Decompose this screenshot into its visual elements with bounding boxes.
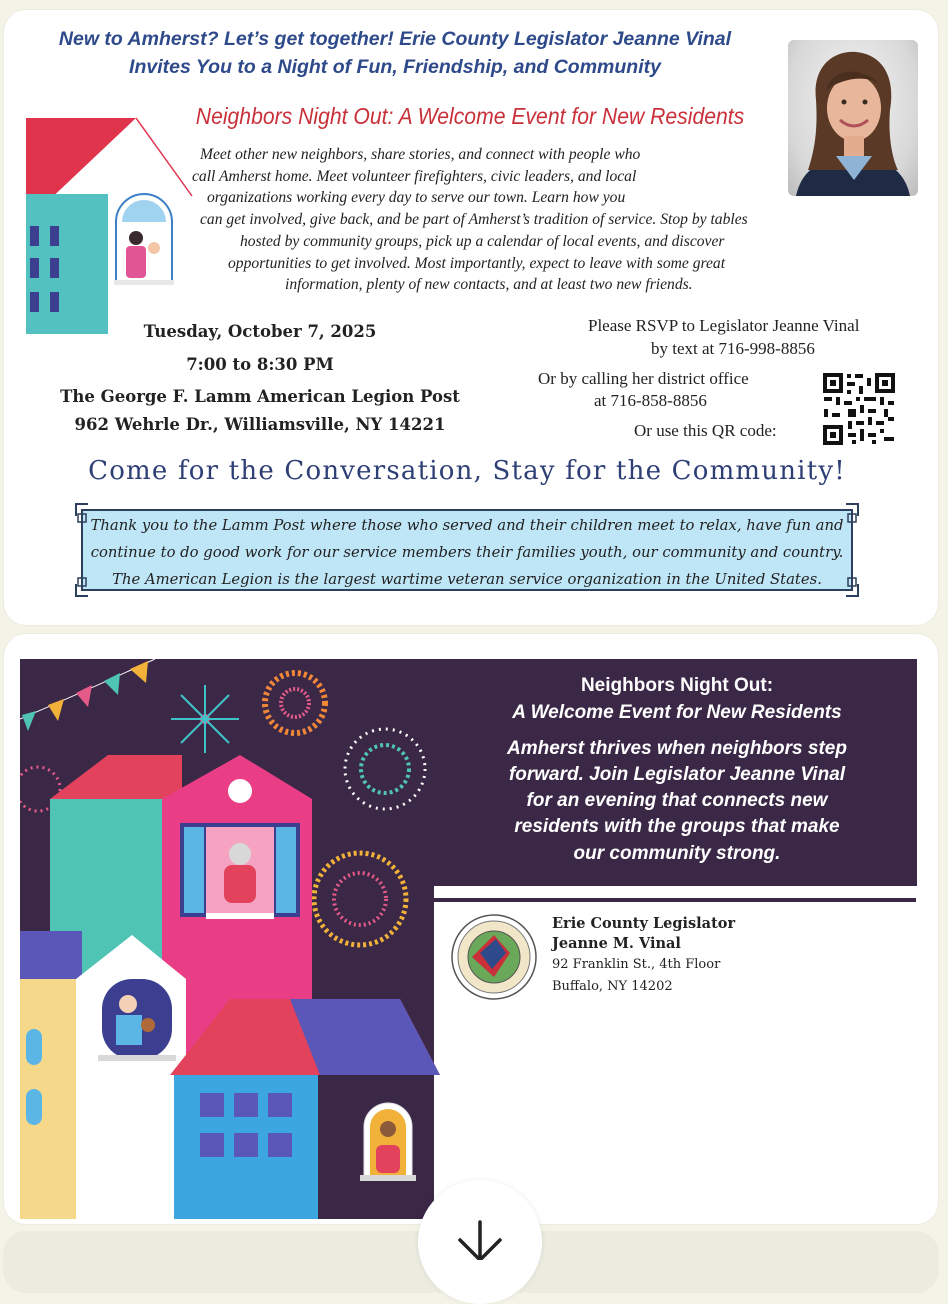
postcard-divider — [434, 898, 916, 902]
postcard-subtitle: A Welcome Event for New Residents — [512, 702, 842, 723]
flyer-header-line-1: New to Amherst? Let’s get together! Erie County Legislator Jeanne Vinal — [58, 28, 732, 50]
rsvp-qr-code[interactable] — [822, 372, 896, 446]
description-line: organizations working every day to serve our town. Learn how you — [207, 189, 626, 207]
flyer-header-line-2: Invites You to a Night of Fun, Friendship, and Community — [129, 56, 661, 78]
postcard-title: Neighbors Night Out: — [580, 675, 774, 696]
sender-title: Erie County Legislator — [552, 915, 736, 932]
description-line: can get involved, give back, and be part of Amherst’s tradition of service. Stop by tables — [200, 211, 748, 229]
postcard-body-line: our community strong. — [573, 843, 781, 864]
thank-you-box — [72, 502, 862, 598]
sender-street: 92 Franklin St., 4th Floor — [552, 957, 721, 972]
postcard-body-line: for an evening that connects new — [526, 790, 828, 811]
rsvp-text-number[interactable]: by text at 716-998-8856 — [651, 339, 815, 358]
legislator-portrait-photo — [788, 40, 918, 196]
event-date: Tuesday, October 7, 2025 — [143, 322, 377, 341]
arrow-down-icon — [418, 1180, 542, 1260]
event-subtitle: Neighbors Night Out: A Welcome Event for New Residents — [195, 103, 745, 129]
neighborhood-illustration — [20, 659, 440, 1219]
description-line: opportunities to get involved. Most importantly, expect to leave with some great — [228, 254, 726, 272]
postcard-body-line: residents with the groups that make — [514, 816, 840, 837]
rsvp-line: Or by calling her district office — [538, 369, 749, 388]
thank-you-line: The American Legion is the largest wartime veteran service organization in the United States. — [112, 571, 822, 588]
postcard-body-line: forward. Join Legislator Jeanne Vinal — [508, 764, 846, 785]
sender-name: Jeanne M. Vinal — [552, 935, 681, 952]
rsvp-line: Please RSVP to Legislator Jeanne Vinal — [588, 316, 860, 335]
description-line: hosted by community groups, pick up a calendar of local events, and discover — [240, 232, 725, 250]
description-line: Meet other new neighbors, share stories, and connect with people who — [200, 146, 641, 163]
house-illustration — [24, 112, 194, 337]
event-tagline: Come for the Conversation, Stay for the Community! — [88, 456, 846, 486]
scroll-down-button[interactable] — [418, 1180, 542, 1304]
event-time: 7:00 to 8:30 PM — [186, 355, 334, 374]
postcard-body-line: Amherst thrives when neighbors step — [507, 738, 847, 759]
event-address: 962 Wehrle Dr., Williamsville, NY 14221 — [74, 415, 446, 434]
thank-you-line: continue to do good work for our service members their families youth, our community and country. — [90, 544, 844, 561]
thank-you-line: Thank you to the Lamm Post where those who served and their children meet to relax, have fun and — [90, 517, 844, 534]
event-venue: The George F. Lamm American Legion Post — [60, 387, 460, 406]
rsvp-line: Or use this QR code: — [634, 421, 777, 440]
sender-city: Buffalo, NY 14202 — [552, 979, 673, 994]
description-line: information, plenty of new contacts, and at least two new friends. — [285, 276, 693, 294]
rsvp-phone-number[interactable]: at 716-858-8856 — [594, 391, 707, 410]
description-line: call Amherst home. Meet volunteer firefighters, civic leaders, and local — [192, 167, 637, 185]
erie-county-seal-icon — [450, 913, 538, 1001]
